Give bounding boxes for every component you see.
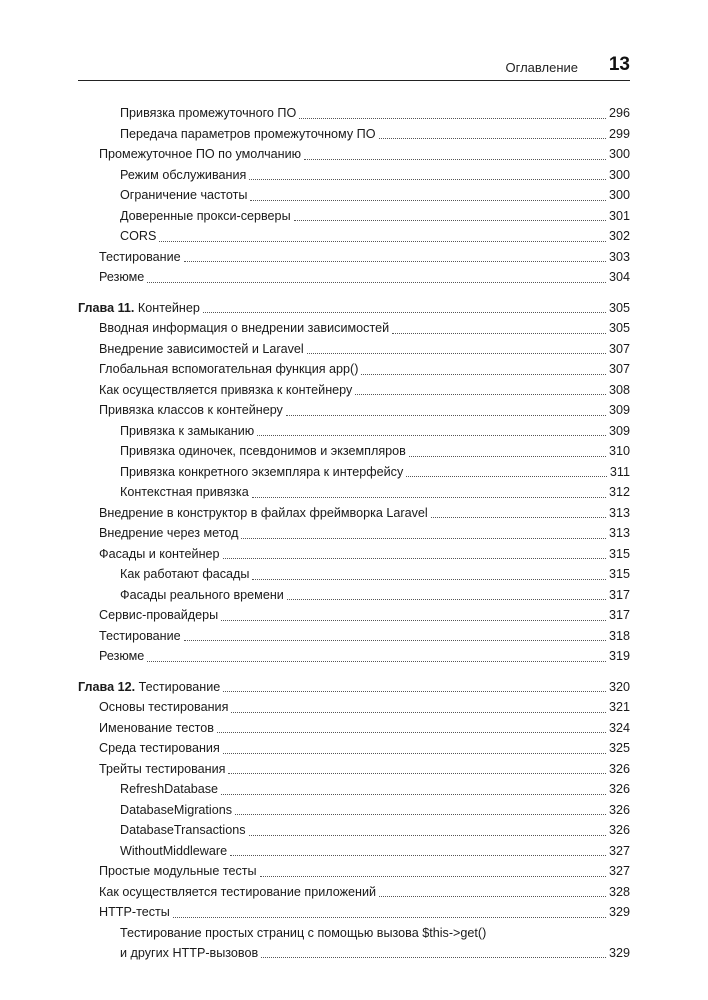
toc-entry-label: DatabaseTransactions	[120, 823, 246, 837]
chapter-12-page: 320	[608, 679, 630, 694]
dot-leader	[286, 415, 606, 416]
toc-entry-page: 326	[608, 761, 630, 776]
toc-entry-label: DatabaseMigrations	[120, 802, 233, 817]
dot-leader	[184, 261, 606, 262]
toc-entry-label: Как осуществляется тестирование приложений	[99, 884, 377, 899]
toc-entry-label: Трейты тестирования	[99, 761, 226, 776]
dot-leader	[392, 333, 606, 334]
toc-entry-label: Привязка классов к контейнеру	[99, 403, 283, 417]
toc-entry-label: Резюме	[99, 270, 145, 284]
toc-entry-label: Фасады реального времени	[120, 587, 284, 602]
toc-entry[interactable]	[78, 585, 630, 606]
chapter-11-items	[78, 318, 630, 667]
toc-entry[interactable]	[78, 400, 630, 421]
toc-entry-page: 326	[608, 823, 630, 837]
chapter-11-label	[78, 298, 200, 319]
dot-leader	[361, 374, 606, 375]
toc-entry-label: WithoutMiddleware	[120, 843, 228, 858]
toc-entry[interactable]	[78, 359, 630, 380]
dot-leader	[287, 599, 606, 600]
toc-entry-label: Сервис-провайдеры	[99, 608, 219, 622]
dot-leader	[228, 773, 606, 774]
toc-entry-page: 304	[608, 270, 630, 284]
toc-entry[interactable]	[78, 103, 630, 124]
toc-entry-page: 315	[608, 546, 630, 561]
dot-leader	[379, 138, 606, 139]
toc-entry[interactable]	[78, 544, 630, 565]
dot-leader	[241, 538, 606, 539]
toc-entry-page: 308	[608, 382, 630, 397]
toc-entry-line2: и других HTTP-вызовов	[120, 945, 259, 960]
toc-entry-label: Внедрение зависимостей и Laravel	[99, 341, 304, 356]
toc-entry-label: Привязка к замыканию	[120, 423, 255, 438]
toc-entry-page: 309	[608, 423, 630, 438]
toc-entry-page: 328	[608, 884, 630, 899]
toc-entry-label: Контекстная привязка	[120, 485, 249, 499]
toc-entry-page: 313	[608, 526, 630, 540]
toc-entry-label: Внедрение через метод	[99, 526, 239, 540]
toc-entry[interactable]	[78, 738, 630, 759]
dot-leader	[173, 917, 606, 918]
toc-entry-label: Передача параметров промежуточному ПО	[120, 126, 376, 141]
toc-entry-page: 325	[608, 741, 630, 755]
dot-leader	[252, 497, 606, 498]
toc-entry-label: Резюме	[99, 649, 145, 663]
toc-entry-page: 307	[608, 341, 630, 356]
toc-entry[interactable]	[78, 226, 630, 247]
dot-leader	[299, 118, 606, 119]
chapter-12-entry[interactable]	[78, 677, 630, 698]
toc-entry[interactable]	[78, 503, 630, 524]
dot-leader	[250, 200, 606, 201]
running-head-title: Оглавление	[505, 60, 578, 75]
dot-leader	[230, 855, 606, 856]
toc-entry-page: 301	[608, 208, 630, 223]
toc-entry[interactable]	[78, 124, 630, 145]
toc-entry-page: 300	[608, 188, 630, 202]
table-of-contents	[78, 103, 630, 963]
toc-entry[interactable]	[78, 380, 630, 401]
toc-entry[interactable]	[78, 165, 630, 186]
toc-entry[interactable]	[78, 339, 630, 360]
chapter-12-prefix: Глава 12.	[78, 679, 136, 694]
toc-entry-page: 315	[608, 567, 630, 581]
toc-entry-label: Привязка одиночек, псевдонимов и экземпляров	[120, 444, 406, 458]
toc-entry-page: 321	[608, 700, 630, 714]
toc-entry[interactable]	[78, 462, 630, 483]
dot-leader	[257, 435, 606, 436]
dot-leader	[304, 159, 606, 160]
page-number: 13	[608, 54, 630, 75]
toc-entry-page: 326	[608, 782, 630, 796]
dot-leader	[409, 456, 606, 457]
toc-entry-page: 329	[608, 905, 630, 919]
chapter-12-items	[78, 697, 630, 923]
toc-entry[interactable]	[78, 800, 630, 821]
toc-entry[interactable]	[78, 267, 630, 288]
toc-entry-page: 318	[608, 628, 630, 643]
dot-leader	[294, 220, 606, 221]
toc-entry[interactable]	[78, 441, 630, 462]
toc-entry-page: 317	[608, 608, 630, 622]
toc-entry[interactable]	[78, 605, 630, 626]
dot-leader	[147, 661, 606, 662]
dot-leader	[252, 579, 606, 580]
toc-entry-label: Основы тестирования	[99, 700, 229, 714]
toc-entry-label: Как работают фасады	[120, 567, 250, 581]
toc-entry-label: Глобальная вспомогательная функция app()	[99, 362, 359, 376]
toc-entry-label: Как осуществляется привязка к контейнеру	[99, 382, 353, 397]
dot-leader	[406, 476, 607, 477]
toc-entry-multiline[interactable]	[78, 923, 630, 963]
toc-entry-label: Внедрение в конструктор в файлах фреймворка Laravel	[99, 505, 428, 520]
dot-leader	[221, 794, 606, 795]
toc-entry-label: Ограничение частоты	[120, 188, 248, 202]
toc-entry-page: 311	[609, 464, 630, 479]
toc-entry-label: Привязка конкретного экземпляра к интерфейсу	[120, 464, 404, 479]
toc-entry-label: Тестирование	[99, 628, 181, 643]
toc-block-continued	[78, 103, 630, 288]
toc-entry-label: Доверенные прокси-серверы	[120, 208, 291, 223]
toc-entry[interactable]	[78, 841, 630, 862]
chapter-11-page: 305	[608, 300, 630, 315]
dot-leader	[231, 712, 606, 713]
chapter-11-entry[interactable]	[78, 298, 630, 319]
toc-entry-label: Привязка промежуточного ПО	[120, 106, 297, 120]
toc-entry[interactable]	[78, 206, 630, 227]
dot-leader	[203, 312, 606, 313]
dot-leader	[235, 814, 606, 815]
dot-leader	[355, 394, 606, 395]
toc-entry-line1: Тестирование простых страниц с помощью вызова $this->get()	[120, 925, 487, 940]
toc-entry-page: 327	[608, 864, 630, 878]
toc-entry-label: Промежуточное ПО по умолчанию	[99, 147, 302, 161]
toc-entry-label: Фасады и контейнер	[99, 546, 220, 561]
dot-leader	[221, 620, 606, 621]
toc-entry-label: HTTP-тесты	[99, 905, 170, 919]
toc-entry[interactable]	[78, 523, 630, 544]
toc-entry-label: Вводная информация о внедрении зависимостей	[99, 321, 390, 335]
toc-entry[interactable]	[78, 820, 630, 841]
toc-entry[interactable]	[78, 779, 630, 800]
toc-entry-page: 327	[608, 843, 630, 858]
toc-entry[interactable]	[78, 697, 630, 718]
dot-leader	[307, 353, 606, 354]
toc-entry-label: RefreshDatabase	[120, 782, 219, 796]
toc-entry-page: 300	[608, 167, 630, 182]
dot-leader	[223, 691, 606, 692]
toc-entry-page: 302	[608, 229, 630, 243]
toc-entry-label: Среда тестирования	[99, 741, 220, 755]
toc-entry-label: Именование тестов	[99, 720, 214, 735]
toc-entry-label: Простые модульные тесты	[99, 864, 257, 878]
dot-leader	[217, 732, 606, 733]
toc-entry-page: 300	[608, 147, 630, 161]
toc-entry-page: 309	[608, 403, 630, 417]
toc-entry-page: 329	[608, 945, 630, 960]
dot-leader	[223, 558, 606, 559]
dot-leader	[223, 753, 606, 754]
chapter-11-prefix: Глава 11.	[78, 300, 135, 315]
dot-leader	[431, 517, 606, 518]
dot-leader	[159, 241, 606, 242]
toc-entry[interactable]	[78, 185, 630, 206]
dot-leader	[260, 876, 606, 877]
toc-entry[interactable]	[78, 564, 630, 585]
toc-entry[interactable]	[78, 421, 630, 442]
dot-leader	[184, 640, 606, 641]
chapter-12-title: Тестирование	[138, 679, 221, 694]
toc-entry-page: 312	[608, 485, 630, 499]
toc-entry[interactable]	[78, 718, 630, 739]
toc-entry-page: 299	[608, 126, 630, 141]
toc-entry[interactable]	[78, 144, 630, 165]
chapter-12-label	[78, 677, 220, 698]
toc-entry-page: 305	[608, 321, 630, 335]
toc-entry-page: 313	[608, 505, 630, 520]
toc-entry-label: CORS	[120, 229, 157, 243]
dot-leader	[249, 179, 606, 180]
dot-leader	[249, 835, 606, 836]
toc-entry[interactable]	[78, 882, 630, 903]
toc-entry-label: Тестирование	[99, 249, 181, 264]
page-header	[78, 54, 630, 81]
toc-entry[interactable]	[78, 861, 630, 882]
toc-entry[interactable]	[78, 759, 630, 780]
dot-leader	[147, 282, 606, 283]
dot-leader	[261, 957, 606, 958]
toc-entry[interactable]	[78, 626, 630, 647]
toc-entry[interactable]	[78, 646, 630, 667]
toc-entry-page: 310	[608, 444, 630, 458]
toc-entry[interactable]	[78, 902, 630, 923]
toc-entry[interactable]	[78, 247, 630, 268]
toc-entry-page: 317	[608, 587, 630, 602]
chapter-11-title: Контейнер	[137, 300, 200, 315]
toc-entry-page: 326	[608, 802, 630, 817]
toc-entry-page: 319	[608, 649, 630, 663]
dot-leader	[379, 896, 606, 897]
toc-entry-page: 303	[608, 249, 630, 264]
toc-entry-page: 324	[608, 720, 630, 735]
toc-entry-label: Режим обслуживания	[120, 167, 247, 182]
toc-entry[interactable]	[78, 318, 630, 339]
toc-entry-page: 296	[608, 106, 630, 120]
toc-entry-page: 307	[608, 362, 630, 376]
toc-entry[interactable]	[78, 482, 630, 503]
